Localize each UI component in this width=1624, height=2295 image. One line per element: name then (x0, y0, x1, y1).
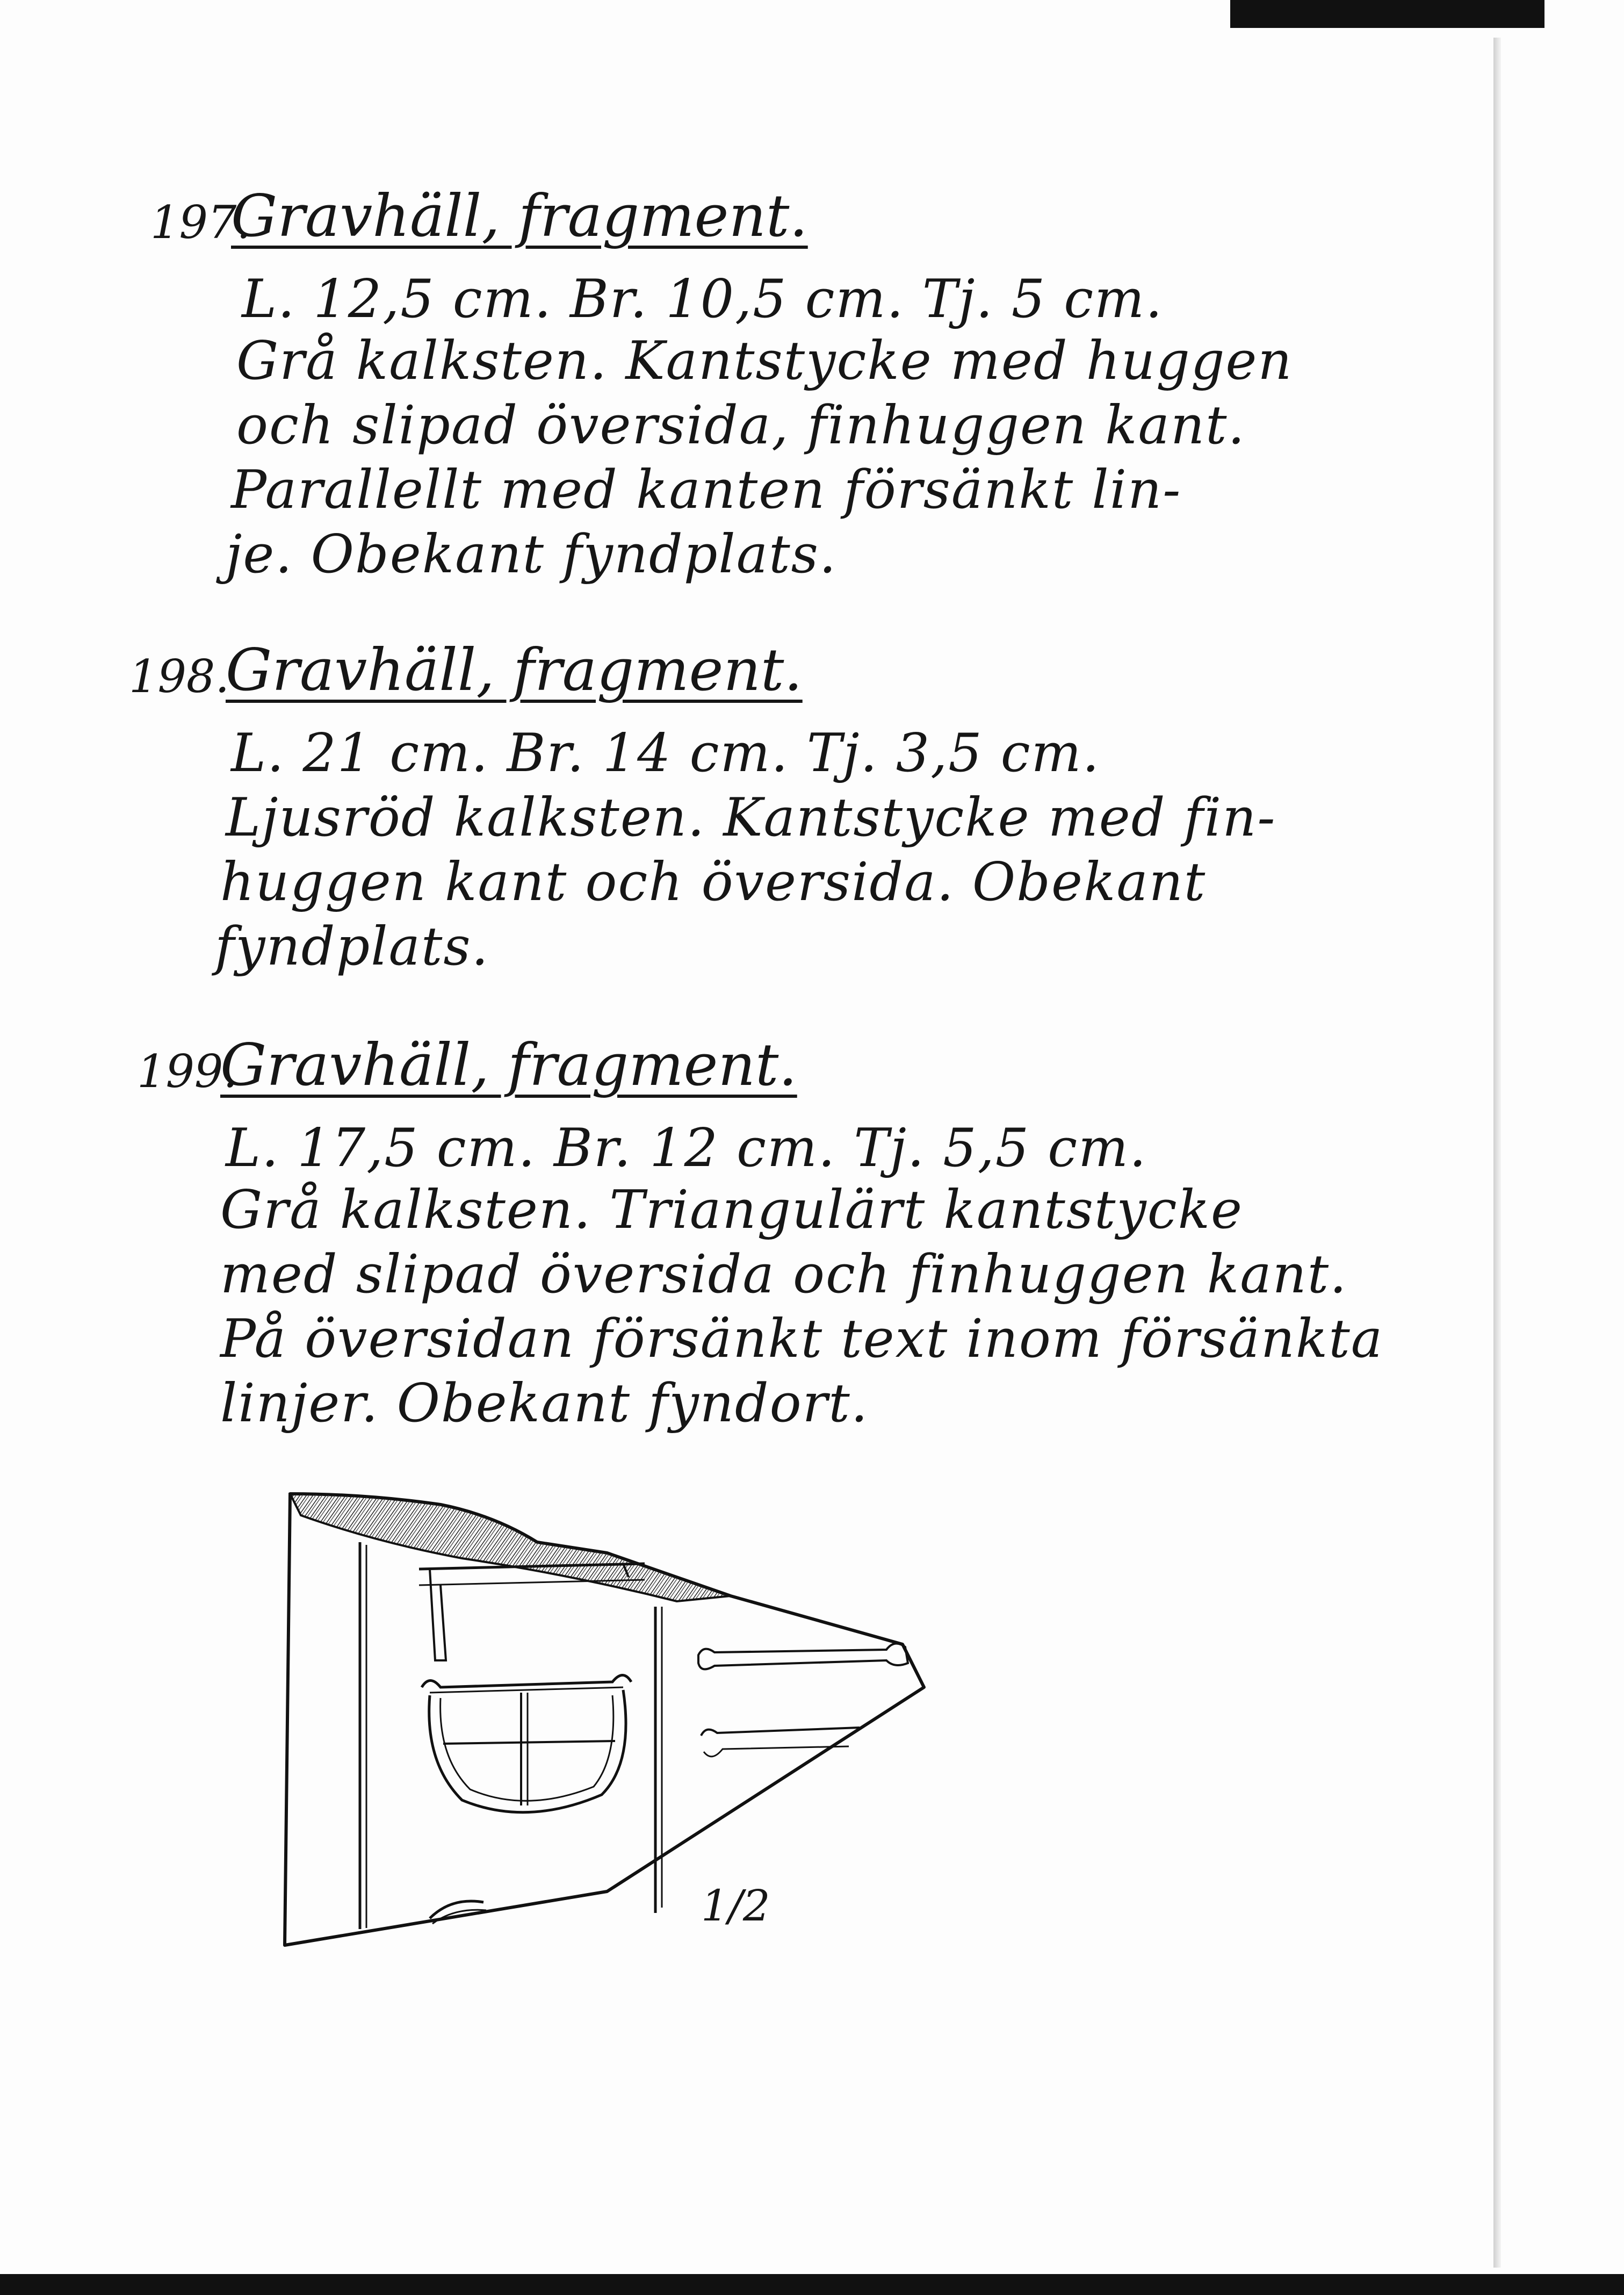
entry-text-line: linjer. Obekant fyndort. (220, 1373, 869, 1434)
entry-dimensions: L. 17,5 cm. Br. 12 cm. Tj. 5,5 cm. (226, 1118, 1147, 1179)
entry-text-line: Ljusröd kalksten. Kantstycke med fin- (226, 787, 1276, 848)
entry-title: Gravhäll, fragment. (231, 183, 808, 250)
entry-text-line: Grå kalksten. Kantstycke med huggen (236, 330, 1293, 392)
entry-text-line: huggen kant och översida. Obekant (220, 852, 1207, 913)
entry-dimensions: L. 12,5 cm. Br. 10,5 cm. Tj. 5 cm. (242, 269, 1164, 330)
scan-edge-top (1230, 0, 1544, 28)
entry-text-line: fyndplats. (215, 916, 489, 977)
fragment-drawing (269, 1483, 945, 1956)
entry-text-line: je. Obekant fyndplats. (226, 524, 838, 585)
entry-number: 199. (137, 1045, 238, 1098)
entry-number: 197. (150, 196, 251, 249)
entry-number: 198. (129, 650, 230, 703)
entry-text-line: Grå kalksten. Triangulärt kantstycke (220, 1179, 1244, 1241)
entry-text-line: På översidan försänkt text inom försänkta (220, 1308, 1384, 1370)
entry-dimensions: L. 21 cm. Br. 14 cm. Tj. 3,5 cm. (231, 723, 1100, 784)
scale-label: 1/2 (701, 1881, 770, 1931)
page-edge-shadow (1493, 38, 1501, 2268)
entry-text-line: och slipad översida, finhuggen kant. (236, 395, 1246, 456)
entry-text-line: med slipad översida och finhuggen kant. (220, 1244, 1348, 1305)
entry-text-line: Parallellt med kanten försänkt lin- (231, 459, 1182, 521)
entry-title: Gravhäll, fragment. (226, 637, 803, 704)
scan-edge-bottom (0, 2274, 1624, 2295)
entry-title: Gravhäll, fragment. (220, 1032, 797, 1099)
